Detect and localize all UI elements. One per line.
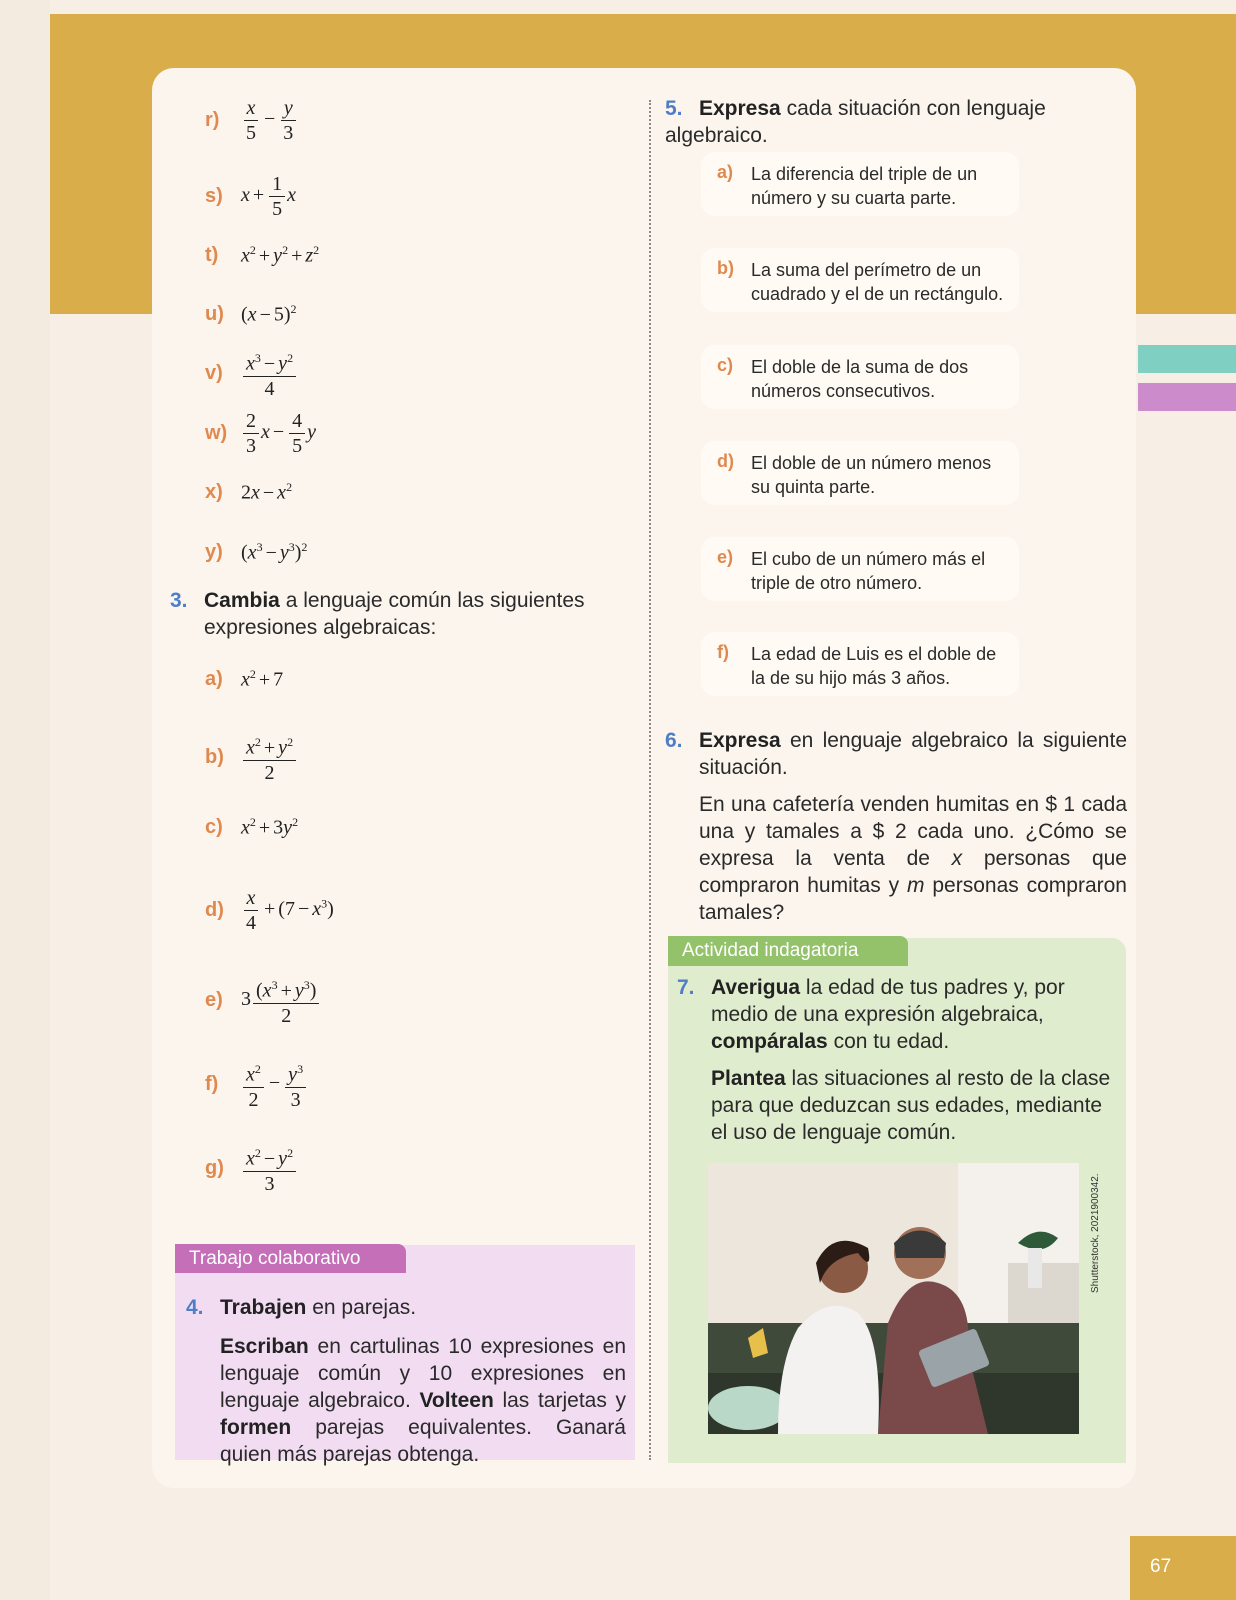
math-expression: $(x - 5)^2$ (241, 302, 297, 326)
situation-text: El doble de un número menos su quinta parte. (751, 453, 992, 497)
body-text: En una cafetería venden humitas en $ 1 cada una y tamales a $ 2 cada uno. ¿Cómo se expresa la venta de (699, 793, 1127, 870)
situation-text: La suma del perímetro de un cuadrado y el de un rectángulo. (751, 260, 1004, 304)
situation-text: La edad de Luis es el doble de la de su hijo más 3 años. (751, 644, 997, 688)
question-number: 3. (170, 589, 188, 612)
math-expression: $x^2 + y^2 + z^2$ (241, 243, 320, 267)
body-text: las situaciones al resto de la clase para que deduzcan sus edades, mediante el uso de lenguaje común. (711, 1067, 1111, 1144)
question-7 (677, 974, 1117, 1146)
situation-label: b) (717, 258, 734, 278)
question-6-body (665, 791, 1127, 926)
verb-plantea: Plantea (711, 1067, 786, 1090)
math-expression: $\frac{2}{3}$ x − $\frac{4}{5}$ y (241, 409, 316, 458)
body-text: personas compraron tamales? (699, 874, 1127, 924)
question-6 (665, 727, 1127, 926)
page-number-box (1130, 1536, 1236, 1600)
question-text: en parejas. (306, 1296, 417, 1319)
situation-label: e) (717, 547, 734, 567)
instruction-text: las tarjetas y (493, 1389, 626, 1412)
family-photo (708, 1163, 1079, 1434)
expr-t (205, 243, 319, 268)
section-tab-pink (1138, 383, 1236, 411)
verb-escriban: Escriban (220, 1335, 309, 1358)
question-text: en lenguaje algebraico la siguiente situación. (699, 729, 1127, 779)
q3-expr-f (205, 1057, 308, 1112)
question-text: la edad de tus padres y, por medio de una expresión algebraica, (711, 976, 1065, 1026)
expr-label: a) (205, 667, 223, 690)
question-verb: Expresa (699, 97, 781, 120)
expr-label: v) (205, 361, 223, 384)
situation-a (701, 152, 1019, 216)
question-3 (170, 587, 630, 641)
math-expression: $\frac{x^2}{2}$ − $\frac{y^3}{3}$ (241, 1057, 308, 1112)
expr-label: s) (205, 185, 223, 207)
situation-f (701, 632, 1019, 696)
q3-expr-e (205, 973, 321, 1028)
expr-u (205, 302, 297, 327)
situation-label: c) (717, 355, 734, 375)
expr-label: w) (205, 422, 228, 444)
photo-credit (1086, 1163, 1106, 1293)
question-number: 5. (665, 97, 683, 120)
expr-label: r) (205, 109, 220, 131)
expr-label: t) (205, 243, 219, 266)
verb-volteen: Volteen (419, 1389, 494, 1412)
math-expression: $2x - x^2$ (241, 480, 293, 504)
question-verb: Expresa (699, 729, 781, 752)
math-expression: $x^2 + 3y^2$ (241, 815, 299, 839)
section-tab-teal (1138, 345, 1236, 373)
situation-label: f) (717, 642, 729, 662)
question-7-body (677, 1065, 1117, 1146)
expr-label: e) (205, 988, 223, 1011)
math-expression: $\frac{x^2 - y^2}{3}$ (241, 1141, 298, 1196)
math-expression: $\frac{x}{4}$ + $(7 - x^3)$ (241, 886, 334, 935)
expr-label: g) (205, 1156, 224, 1179)
expr-r (205, 96, 298, 145)
math-expression: $\frac{x}{5}$ − $\frac{y}{3}$ (241, 96, 298, 145)
situation-d (701, 441, 1019, 505)
verb-formen: formen (220, 1416, 292, 1439)
expr-label: d) (205, 899, 224, 921)
question-text: con tu edad. (827, 1030, 950, 1053)
inquiry-tab: Actividad indagatoria (668, 936, 908, 966)
verb-averigua: Averigua (711, 976, 801, 999)
expr-s (205, 172, 296, 221)
collab-instructions (186, 1333, 626, 1468)
math-expression: x + $\frac{1}{5}$ x (241, 173, 297, 220)
q3-expr-g (205, 1141, 298, 1196)
instruction-text: parejas equivalentes. Ganará quien más parejas obtenga. (220, 1416, 626, 1466)
situation-e (701, 537, 1019, 601)
question-text: cada situación con lenguaje algebraico. (665, 97, 1046, 147)
expr-label: x) (205, 480, 223, 503)
photo-credit-text: Shutterstock, 2021900342. (1090, 1173, 1101, 1293)
expr-label: b) (205, 745, 224, 768)
variable-m: m (907, 874, 925, 897)
expr-label: f) (205, 1072, 219, 1095)
situation-text: El cubo de un número más el triple de otro número. (751, 549, 986, 593)
situation-b (701, 248, 1019, 312)
instruction-text: en cartulinas 10 expresiones en lenguaje común y 10 expresiones en lenguaje algebraico. (220, 1335, 626, 1412)
expr-x (205, 480, 292, 505)
expr-v (205, 346, 298, 401)
expr-w (205, 409, 316, 458)
math-expression: $\frac{x^2 + y^2}{2}$ (241, 730, 298, 785)
question-number: 4. (186, 1296, 204, 1319)
variable-x: x (951, 847, 963, 870)
expr-label: y) (205, 540, 223, 563)
column-divider (649, 100, 651, 1460)
expr-label: c) (205, 815, 223, 838)
body-text: personas que compraron humitas y (699, 847, 1127, 897)
math-expression: $x^2 + 7$ (241, 667, 284, 691)
question-verb: Cambia (204, 589, 280, 612)
page-margin (0, 0, 50, 1600)
page-number: 67 (1150, 1556, 1172, 1577)
math-expression: 3 $\frac{(x^3 + y^3)}{2}$ (241, 973, 321, 1028)
q3-expr-b (205, 730, 298, 785)
situation-label: a) (717, 162, 734, 182)
expr-label: u) (205, 302, 224, 325)
math-expression: $\frac{x^3 - y^2}{4}$ (241, 346, 298, 401)
question-number: 7. (677, 976, 695, 999)
question-5 (665, 95, 1135, 149)
question-number: 6. (665, 729, 683, 752)
question-verb: Trabajen (220, 1296, 307, 1319)
collab-tab: Trabajo colaborativo (175, 1244, 406, 1273)
expr-y (205, 540, 307, 565)
verb-comparalas: compáralas (711, 1030, 828, 1053)
question-4 (186, 1294, 626, 1468)
q3-expr-c (205, 815, 298, 840)
situation-label: d) (717, 451, 734, 471)
situation-c (701, 345, 1019, 409)
situation-text: El doble de la suma de dos números consecutivos. (751, 357, 969, 401)
question-text: a lenguaje común las siguientes expresiones algebraicas: (204, 589, 585, 639)
situation-text: La diferencia del triple de un número y su cuarta parte. (751, 164, 978, 208)
math-expression: $(x^3 - y^3)^2$ (241, 540, 308, 564)
q3-expr-a (205, 667, 283, 692)
q3-expr-d (205, 886, 334, 935)
